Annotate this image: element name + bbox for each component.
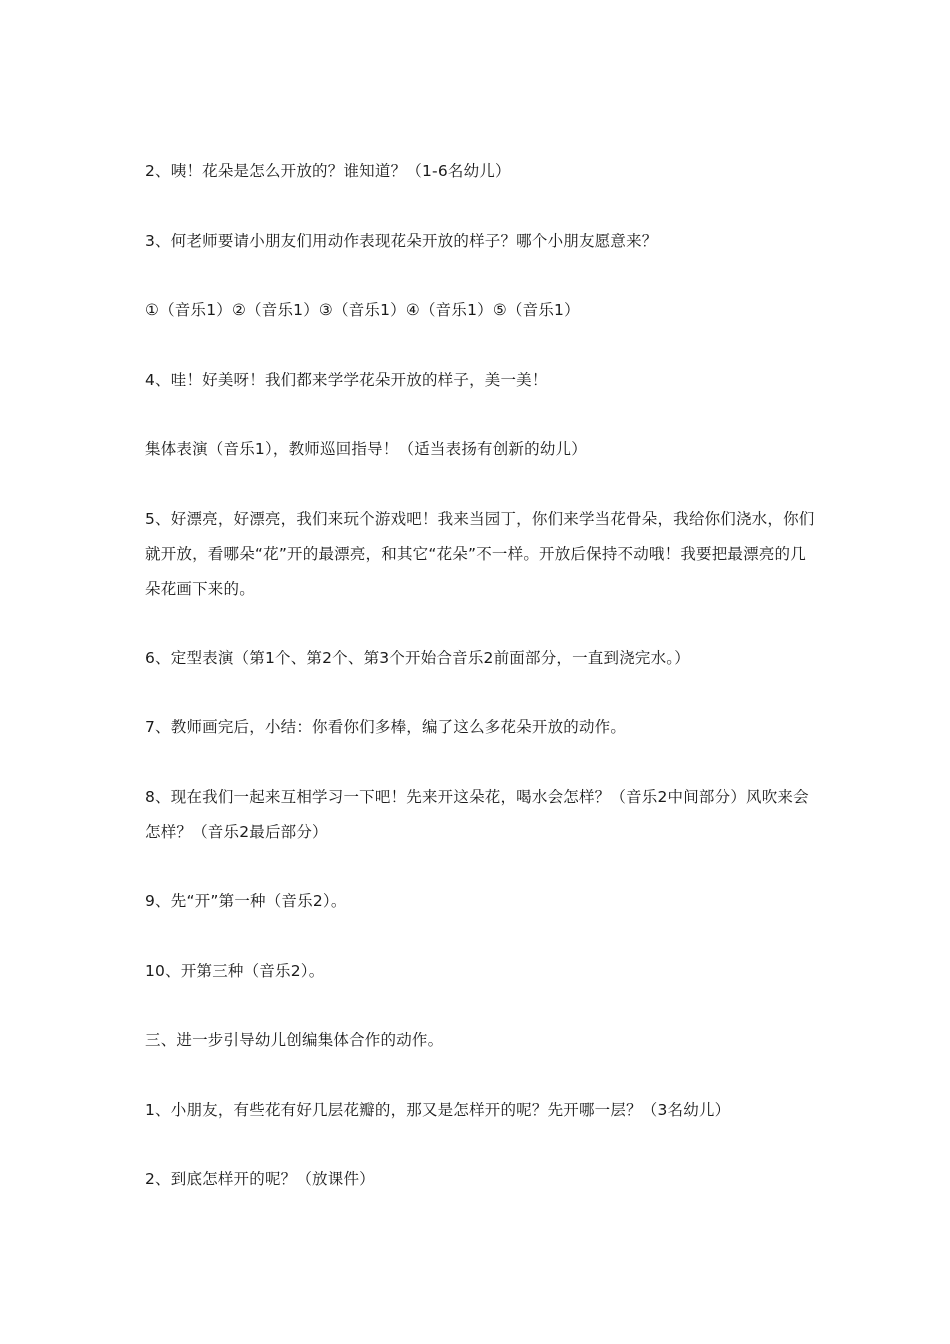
paragraph-2-play-courseware: 2、到底怎样开的呢？（放课件） <box>145 1170 375 1188</box>
paragraph-2-how-flowers-open: 2、咦！花朵是怎么开放的？谁知道？（1-6名幼儿） <box>145 162 511 180</box>
paragraph-6-pose-performance: 6、定型表演（第1个、第2个、第3个开始合音乐2前面部分，一直到浇完水。） <box>145 649 690 667</box>
paragraph-5-gardener-game: 5、好漂亮，好漂亮，我们来玩个游戏吧！我来当园丁，你们来学当花骨朵，我给你们浇水，你们就开放，看哪朵“花”开的最漂亮，和其它“花朵”不一样。开放后保持不动哦！我要把最漂亮的几朵花画下来的。 <box>145 510 815 598</box>
paragraph-7-teacher-summary: 7、教师画完后，小结：你看你们多棒，编了这么多花朵开放的动作。 <box>145 718 627 736</box>
paragraph-3-act-out-flowers: 3、何老师要请小朋友们用动作表现花朵开放的样子？哪个小朋友愿意来？ <box>145 232 658 250</box>
paragraph-8-learn-from-each-other: 8、现在我们一起来互相学习一下吧！先来开这朵花，喝水会怎样？（音乐2中间部分）风吹来会怎样？（音乐2最后部分） <box>145 788 809 841</box>
paragraph-10-third-kind: 10、开第三种（音乐2）。 <box>145 962 325 980</box>
paragraph-9-first-kind: 9、先“开”第一种（音乐2）。 <box>145 892 347 910</box>
paragraph-4-learn-together: 4、哇！好美呀！我们都来学学花朵开放的样子，美一美！ <box>145 371 548 389</box>
paragraph-group-performance: 集体表演（音乐1），教师巡回指导！（适当表扬有创新的幼儿） <box>145 440 587 458</box>
section-heading-3: 三、进一步引导幼儿创编集体合作的动作。 <box>145 1031 444 1049</box>
paragraph-1-layered-petals: 1、小朋友，有些花有好几层花瓣的，那又是怎样开的呢？先开哪一层？（3名幼儿） <box>145 1101 731 1119</box>
paragraph-music-1-sequence: ①（音乐1）②（音乐1）③（音乐1）④（音乐1）⑤（音乐1） <box>145 301 580 319</box>
